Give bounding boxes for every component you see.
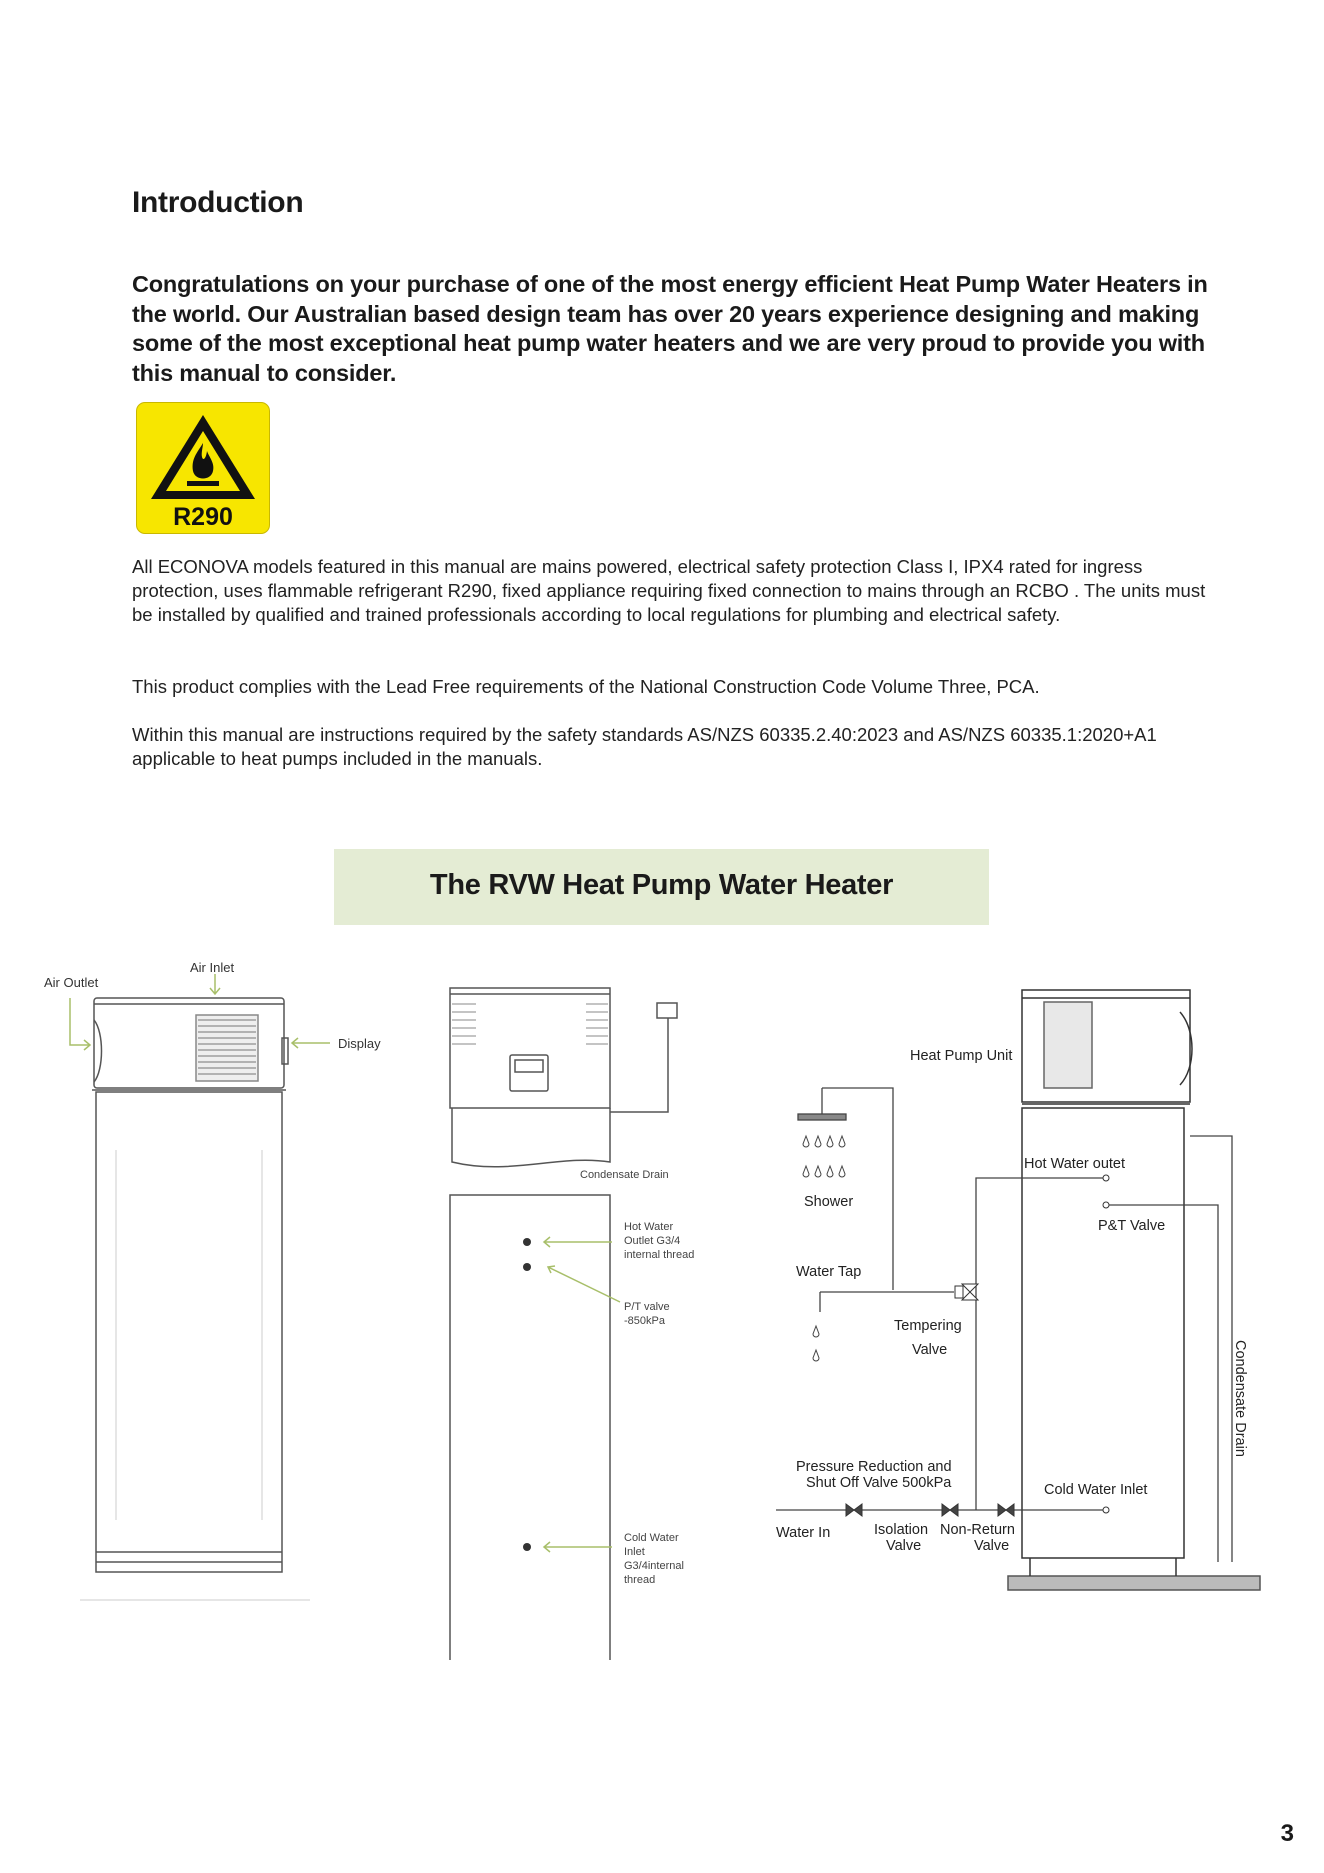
badge-label: R290: [173, 503, 233, 531]
middle-unit-grille: [452, 1004, 608, 1044]
mid-pt-valve-label-1: P/T valve: [624, 1301, 670, 1313]
r290-warning-badge: [136, 402, 270, 534]
left-unit-drawing: [80, 998, 310, 1600]
page-title: Introduction: [132, 186, 304, 219]
shower-label: Shower: [804, 1194, 854, 1210]
page-number: 3: [1280, 1820, 1294, 1847]
intro-paragraph: Congratulations on your purchase of one of the most energy efficient Heat Pump Water Heaters in the world. Our Australian based design team has over 20 years experience designing and making some of the most exceptional heat pump water heaters and we are very proud to provide you with this manual to consider.: [132, 271, 1208, 386]
tempering-valve-label-2: Valve: [912, 1342, 948, 1358]
middle-unit-arrows: [544, 1237, 620, 1552]
water-tap-label: Water Tap: [796, 1264, 862, 1280]
air-inlet-label: Air Inlet: [190, 960, 235, 975]
non-return-valve-label-1: Non-Return: [940, 1522, 1015, 1538]
banner-title: The RVW Heat Pump Water Heater: [429, 869, 894, 901]
compliance-paragraph: This product complies with the Lead Free requirements of the National Construction Code Volume Three, PCA.: [132, 676, 1040, 697]
air-outlet-label: Air Outlet: [44, 975, 99, 990]
hot-water-outlet-label: Hot Water outet: [1024, 1156, 1126, 1172]
mid-hot-water-label-3: internal thread: [624, 1249, 695, 1261]
heat-pump-unit-label: Heat Pump Unit: [910, 1048, 1013, 1064]
cold-water-inlet-label: Cold Water Inlet: [1044, 1482, 1148, 1498]
tempering-valve-label-1: Tempering: [894, 1318, 962, 1334]
section-banner: [334, 849, 989, 925]
safety-paragraph: All ECONOVA models featured in this manual are mains powered, electrical safety protection Class I, IPX4 rated for ingress protection, uses flammable refrigerant R290, fixed appliance requiring fixed connection to mains through an RCBO . The units must be installed by qualified and trained professionals according to local regulations for plumbing and electrical safety.: [132, 556, 1206, 625]
mid-hot-water-label-2: Outlet G3/4: [624, 1235, 681, 1247]
pt-valve-label: P&T Valve: [1098, 1218, 1166, 1234]
shower-drops: [803, 1136, 845, 1361]
mid-cold-water-label-3: G3/4internal: [624, 1560, 684, 1572]
mid-cold-water-label-4: thread: [624, 1574, 656, 1586]
heat-pump-diagram: [0, 940, 1324, 1660]
mid-cold-water-label-2: Inlet: [624, 1546, 645, 1558]
pressure-reduction-label-1: Pressure Reduction and: [796, 1459, 952, 1475]
pressure-reduction-label-2: Shut Off Valve 500kPa: [806, 1475, 952, 1491]
mid-hot-water-label-1: Hot Water: [624, 1221, 674, 1233]
flammable-warning-icon: [147, 411, 259, 503]
standards-paragraph: Within this manual are instructions required by the safety standards AS/NZS 60335.2.40:2023 and AS/NZS 60335.1:2020+A1 applicable to heat pumps included in the manuals.: [132, 724, 1157, 769]
isolation-valve-label-1: Isolation: [874, 1522, 929, 1538]
mid-pt-valve-label-2: -850kPa: [624, 1315, 665, 1327]
non-return-valve-label-2: Valve: [974, 1538, 1010, 1554]
isolation-valve-label-2: Valve: [886, 1538, 922, 1554]
middle-unit-ports: [523, 1238, 531, 1551]
mid-cold-water-label-1: Cold Water: [624, 1532, 679, 1544]
water-in-label: Water In: [776, 1525, 831, 1541]
installation-unit-drawing: [1008, 990, 1260, 1590]
condensate-drain-label: Condensate Drain: [1232, 1340, 1248, 1457]
display-label: Display: [338, 1036, 381, 1051]
mid-condensate-drain-label: Condensate Drain: [580, 1169, 669, 1181]
